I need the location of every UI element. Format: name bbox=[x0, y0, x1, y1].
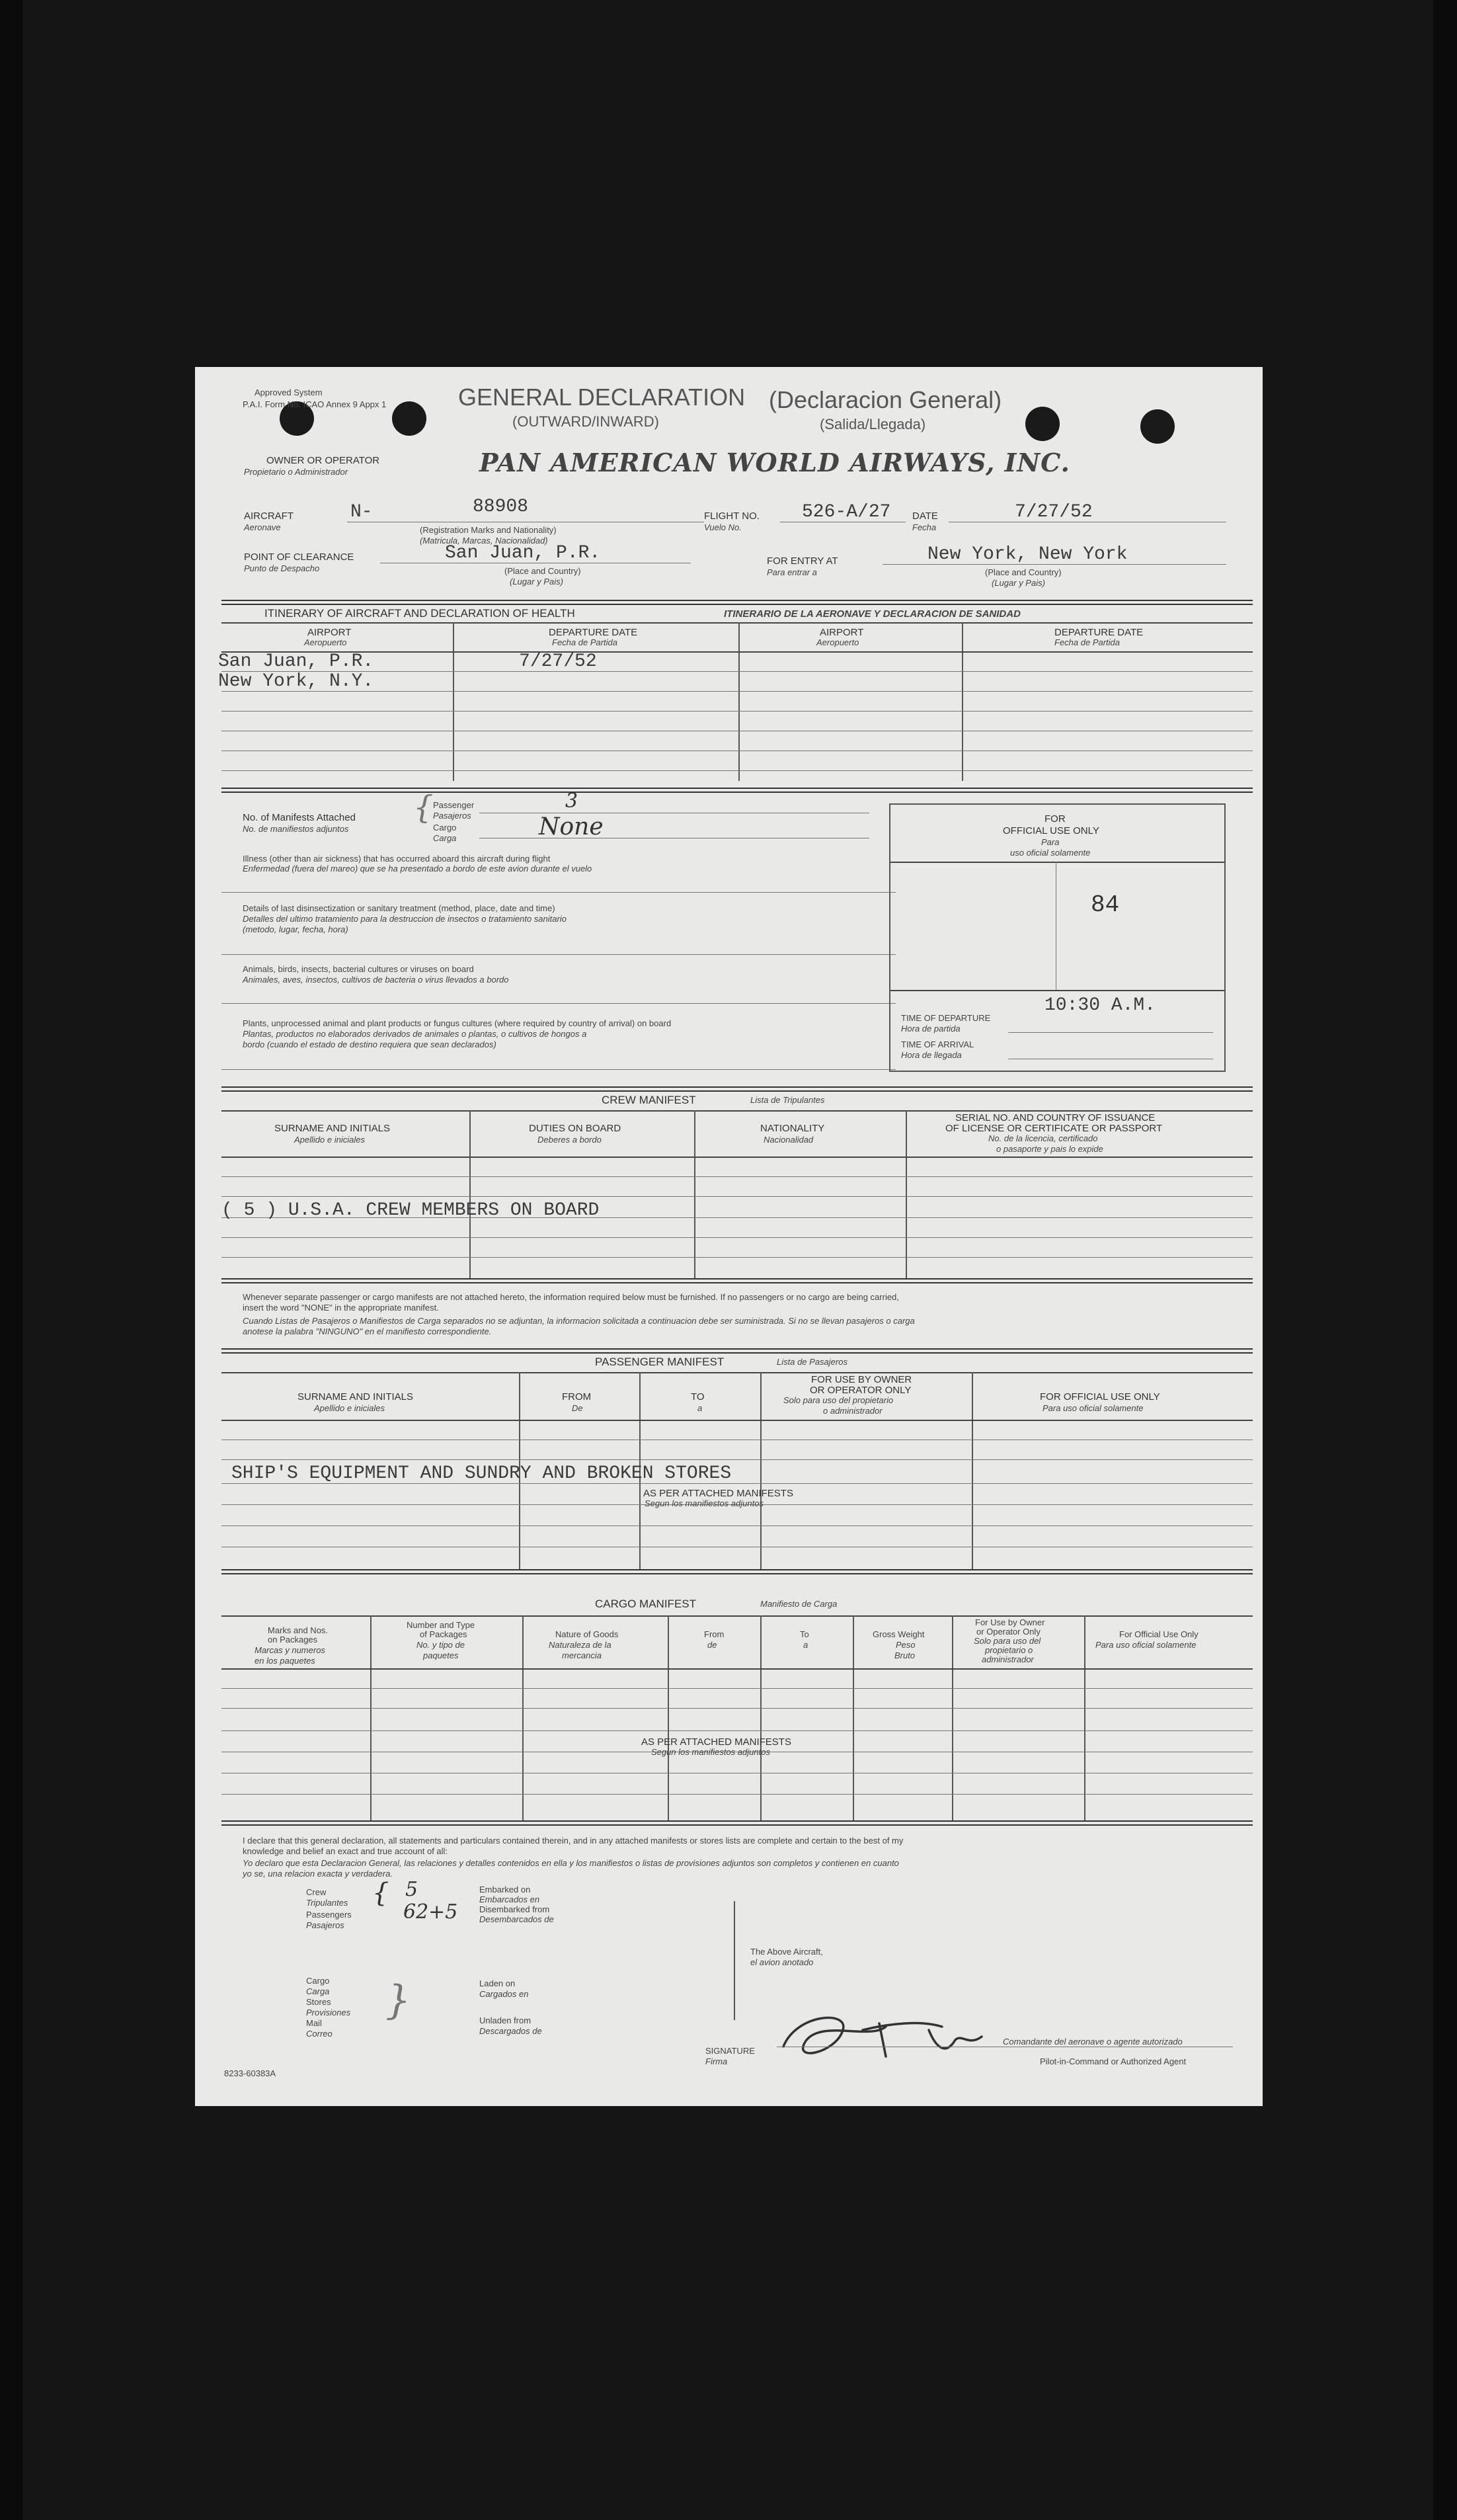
manifest-cargo-label-es: Carga bbox=[433, 833, 457, 843]
cargo-attached-es: Segun los manifiestos adjuntos bbox=[651, 1747, 770, 1757]
manifest-cargo-label: Cargo bbox=[433, 823, 457, 833]
cargo-col-owner-es: Solo para uso del bbox=[974, 1636, 1041, 1646]
cargo-col-marks-es: Marcas y numeros bbox=[255, 1645, 325, 1655]
pax-col-surname: SURNAME AND INITIALS bbox=[297, 1391, 414, 1402]
entry-caption-es: (Lugar y Pais) bbox=[992, 578, 1045, 588]
clearance-caption: (Place and Country) bbox=[504, 566, 581, 576]
aircraft-caption: (Registration Marks and Nationality) bbox=[420, 525, 557, 535]
cargo-col-number-2: of Packages bbox=[420, 1629, 467, 1639]
decl-embarked: Embarked on bbox=[479, 1885, 531, 1894]
decl-cargo-2: Carga bbox=[306, 1986, 330, 1996]
notice-line-3: Cuando Listas de Pasajeros o Manifiestos de Carga separados no se adjuntan, la informacion solicitada a continuacion debe ser suministrada. Si no se llevan pasajeros o carga bbox=[243, 1316, 915, 1326]
disinsect-label-es-2: (metodo, lugar, fecha, hora) bbox=[243, 924, 348, 934]
clearance-label-es: Punto de Despacho bbox=[244, 563, 320, 573]
itin-col-airport-2-es: Aeropuerto bbox=[816, 637, 859, 647]
decl-crew-label: Crew bbox=[306, 1887, 327, 1897]
official-title: FOR bbox=[1044, 813, 1066, 825]
decl-pax-value: 62+5 bbox=[403, 1900, 458, 1924]
date-label: DATE bbox=[912, 510, 938, 522]
itin-col-departure-es: Fecha de Partida bbox=[552, 637, 618, 647]
itin-col-airport: AIRPORT bbox=[307, 627, 352, 638]
clearance-value: San Juan, P.R. bbox=[445, 543, 601, 563]
cargo-col-to-es: a bbox=[803, 1640, 808, 1650]
pax-attached-es: Segun los manifiestos adjuntos bbox=[645, 1498, 764, 1508]
approved-label: Approved System bbox=[255, 387, 323, 397]
pax-col-to: TO bbox=[691, 1391, 705, 1402]
disinsect-label: Details of last disinsectization or sanitary treatment (method, place, date and time) bbox=[243, 903, 555, 913]
cargo-col-weight-es-2: Bruto bbox=[894, 1650, 916, 1660]
pax-col-surname-es: Apellido e iniciales bbox=[314, 1403, 385, 1413]
manifest-passenger-label-es: Pasajeros bbox=[433, 811, 471, 821]
manifest-passenger-label: Passenger bbox=[433, 800, 475, 810]
crew-title: CREW MANIFEST bbox=[602, 1094, 696, 1106]
cargo-col-weight-es: Peso bbox=[896, 1640, 916, 1650]
cargo-attached: AS PER ATTACHED MANIFESTS bbox=[641, 1736, 791, 1748]
aircraft-label: AIRCRAFT bbox=[244, 510, 294, 522]
departure-label-es: Hora de partida bbox=[901, 1024, 961, 1034]
plants-label: Plants, unprocessed animal and plant products or fungus cultures (where required by country of arrival) on board bbox=[243, 1018, 672, 1028]
itinerary-title-es: ITINERARIO DE LA AERONAVE Y DECLARACION DE SANIDAD bbox=[724, 608, 1021, 620]
crew-col-serial-2: OF LICENSE OR CERTIFICATE OR PASSPORT bbox=[945, 1123, 1163, 1134]
notice-line-1: Whenever separate passenger or cargo manifests are not attached hereto, the information required below must be furnished. If no passengers or no cargo are being carried, bbox=[243, 1292, 899, 1302]
notice-line-4: anotese la palabra "NINGUNO" en el manifiesto correspondiente. bbox=[243, 1326, 492, 1336]
official-number: 84 bbox=[1091, 891, 1120, 918]
passenger-title-es: Lista de Pasajeros bbox=[777, 1357, 847, 1367]
cargo-col-official-es: Para uso oficial solamente bbox=[1095, 1640, 1197, 1650]
crew-entry: ( 5 ) U.S.A. CREW MEMBERS ON BOARD bbox=[221, 1200, 600, 1221]
crew-col-serial-es-2: o pasaporte y pais lo expide bbox=[996, 1144, 1103, 1154]
signature-label-es: Firma bbox=[705, 2056, 728, 2066]
decl-above: The Above Aircraft, bbox=[750, 1947, 823, 1957]
declaration-line-1: I declare that this general declaration, all statements and particulars contained therein, and in any attached manifests or stores lists are complete and certain to the best of my bbox=[243, 1836, 904, 1846]
punch-hole bbox=[392, 401, 426, 436]
decl-laden-es: Cargados en bbox=[479, 1989, 529, 1999]
crew-title-es: Lista de Tripulantes bbox=[750, 1095, 825, 1105]
pax-col-from: FROM bbox=[562, 1391, 592, 1402]
decl-cargo-5: Mail bbox=[306, 2018, 322, 2028]
cargo-col-number-es: No. y tipo de bbox=[416, 1640, 465, 1650]
flight-date: 7/27/52 bbox=[1015, 502, 1093, 522]
flight-label-es: Vuelo No. bbox=[704, 522, 742, 532]
pax-col-official-es: Para uso oficial solamente bbox=[1043, 1403, 1144, 1413]
flight-number: 526-A/27 bbox=[802, 502, 891, 522]
decl-cargo-1: Cargo bbox=[306, 1976, 330, 1986]
clearance-label: POINT OF CLEARANCE bbox=[244, 551, 354, 563]
plants-label-es-2: bordo (cuando el estado de destino requiera que sean declarados) bbox=[243, 1039, 496, 1049]
commander-es: Comandante del aeronave o agente autorizado bbox=[1003, 2037, 1183, 2047]
entry-label-es: Para entrar a bbox=[767, 567, 817, 577]
punch-hole bbox=[1025, 407, 1060, 441]
owner-label-es: Propietario o Administrador bbox=[244, 467, 348, 477]
cargo-title: CARGO MANIFEST bbox=[595, 1598, 697, 1610]
commander: Pilot-in-Command or Authorized Agent bbox=[1040, 2056, 1187, 2066]
form-title-sub: (OUTWARD/INWARD) bbox=[512, 413, 659, 430]
manifests-label: No. of Manifests Attached bbox=[243, 812, 356, 823]
manifest-passenger-value: 3 bbox=[565, 790, 578, 813]
signature-label: SIGNATURE bbox=[705, 2046, 755, 2056]
crew-col-surname-es: Apellido e iniciales bbox=[294, 1135, 365, 1145]
cargo-col-marks-es-2: en los paquetes bbox=[255, 1656, 315, 1666]
crew-col-surname: SURNAME AND INITIALS bbox=[274, 1123, 391, 1134]
clearance-caption-es: (Lugar y Pais) bbox=[510, 577, 563, 587]
declaration-line-3: Yo declaro que esta Declaracion General, las relaciones y detalles contenidos en ella y los manifiestos o listas de provisiones adjuntos son completos y contienen en cuanto bbox=[243, 1858, 899, 1868]
form-ref: P.A.I. Form No. ICAO Annex 9 Appx 1 bbox=[243, 399, 387, 409]
crew-col-serial: SERIAL NO. AND COUNTRY OF ISSUANCE bbox=[955, 1112, 1156, 1123]
cargo-col-nature: Nature of Goods bbox=[555, 1629, 619, 1639]
date-label-es: Fecha bbox=[912, 522, 937, 532]
crew-col-duties-es: Deberes a bordo bbox=[537, 1135, 602, 1145]
official-title-es-2: uso oficial solamente bbox=[1010, 848, 1091, 858]
cargo-col-marks-2: on Packages bbox=[268, 1635, 318, 1645]
itin-col-airport-2: AIRPORT bbox=[820, 627, 864, 638]
cargo-col-number-es-2: paquetes bbox=[423, 1650, 459, 1660]
passenger-title: PASSENGER MANIFEST bbox=[595, 1356, 725, 1368]
manifest-cargo-value: None bbox=[539, 813, 604, 840]
cargo-col-nature-es-2: mercancia bbox=[562, 1650, 602, 1660]
aircraft-label-es: Aeronave bbox=[244, 522, 281, 532]
decl-passengers-label-es: Pasajeros bbox=[306, 1920, 344, 1930]
signature-scribble bbox=[770, 2000, 995, 2073]
pax-col-to-es: a bbox=[697, 1403, 703, 1413]
owner-label: OWNER OR OPERATOR bbox=[266, 455, 380, 466]
decl-cargo-6: Correo bbox=[306, 2029, 333, 2039]
cargo-col-weight: Gross Weight bbox=[873, 1629, 925, 1639]
pax-attached: AS PER ATTACHED MANIFESTS bbox=[643, 1488, 793, 1499]
decl-crew-value: 5 bbox=[405, 1878, 418, 1901]
owner-name: PAN AMERICAN WORLD AIRWAYS, INC. bbox=[479, 448, 1070, 477]
itin-row-2-airport: New York, N.Y. bbox=[218, 671, 374, 692]
crew-col-nationality-es: Nacionalidad bbox=[764, 1135, 814, 1145]
declaration-line-2: knowledge and belief an exact and true account of all: bbox=[243, 1846, 448, 1856]
official-title-es: Para bbox=[1041, 837, 1060, 847]
official-title-2: OFFICIAL USE ONLY bbox=[1003, 825, 1099, 836]
crew-col-nationality: NATIONALITY bbox=[760, 1123, 825, 1134]
itin-col-departure-2: DEPARTURE DATE bbox=[1054, 627, 1144, 638]
decl-cargo-4: Provisiones bbox=[306, 2008, 351, 2017]
arrival-label-es: Hora de llegada bbox=[901, 1050, 962, 1060]
flight-label: FLIGHT NO. bbox=[704, 510, 760, 522]
departure-label: TIME OF DEPARTURE bbox=[901, 1013, 991, 1023]
cargo-col-owner-es-2: propietario o bbox=[985, 1645, 1033, 1655]
pax-col-owner-2: OR OPERATOR ONLY bbox=[810, 1385, 912, 1396]
entry-value: New York, New York bbox=[927, 544, 1128, 565]
aircraft-prefix: N- bbox=[350, 502, 373, 522]
pax-col-owner: FOR USE BY OWNER bbox=[811, 1374, 912, 1385]
entry-caption: (Place and Country) bbox=[985, 567, 1062, 577]
cargo-col-from-es: de bbox=[707, 1640, 717, 1650]
decl-unladen: Unladen from bbox=[479, 2015, 532, 2025]
departure-time: 10:30 A.M. bbox=[1044, 995, 1156, 1016]
itin-row-1-date: 7/27/52 bbox=[519, 651, 597, 672]
illness-label: Illness (other than air sickness) that has occurred aboard this aircraft during flight bbox=[243, 854, 551, 864]
cargo-col-marks: Marks and Nos. bbox=[268, 1625, 329, 1635]
decl-cargo-3: Stores bbox=[306, 1997, 331, 2007]
aircraft-caption-es: (Matricula, Marcas, Nacionalidad) bbox=[420, 536, 548, 546]
pax-entry: SHIP'S EQUIPMENT AND SUNDRY AND BROKEN STORES bbox=[231, 1463, 732, 1484]
decl-above-es: el avion anotado bbox=[750, 1957, 814, 1967]
decl-crew-label-es: Tripulantes bbox=[306, 1898, 348, 1908]
pax-col-owner-es: Solo para uso del propietario bbox=[783, 1395, 894, 1405]
decl-disembarked: Disembarked from bbox=[479, 1904, 550, 1914]
pax-col-owner-es-2: o administrador bbox=[823, 1406, 883, 1416]
cargo-title-es: Manifiesto de Carga bbox=[760, 1599, 838, 1609]
itin-row-1-airport: San Juan, P.R. bbox=[218, 651, 374, 672]
form-title: GENERAL DECLARATION bbox=[458, 384, 746, 411]
notice-line-2: insert the word "NONE" in the appropriate manifest. bbox=[243, 1303, 439, 1313]
disinsect-label-es: Detalles del ultimo tratamiento para la destruccion de insectos o tratamiento sanitario bbox=[243, 914, 567, 924]
pax-col-official: FOR OFFICIAL USE ONLY bbox=[1040, 1391, 1160, 1402]
decl-disembarked-es: Desembarcados de bbox=[479, 1914, 554, 1924]
general-declaration-form: Approved System P.A.I. Form No. ICAO Annex 9 Appx 1 GENERAL DECLARATION (OUTWARD/INWARD) (Declaracion General) (Salida/Llegada) OWNER OR OPERATOR Propietario o Administrador PAN AMERICAN WORLD AIRWAYS, INC. AIRCRAFT Aeronave N- 88908 (Registration Marks and Nationality) (Matricula, Marcas, Nacionalidad) FLIGHT NO. Vuelo No. 526-A/27 DATE Fecha 7/27/52 POINT OF CLEARANCE Punto de Despacho San Juan, P.R. (Place and Country) (Lugar y Pais) FOR ENTRY AT Para entrar a New York, New York (Place and Country) (Lugar y Pais) ITINERARY OF AIRCRAFT AND DECLARATION OF HEALTH ITINERARIO DE LA AERONAVE Y DECLARACION DE SANIDAD AIRPORT Aeropuerto DEPARTURE DATE Fecha de Partida AIRPORT Aeropuerto DEPARTURE DATE Fecha de Partida San Juan, P.R. 7/27/52 New York, N.Y. No. of Manifests Attached No. de manifiestos adjuntos { Passenger Pasajeros Cargo Carga 3 None Illness (other than air sickness) that has occurred aboard this aircraft during flight Enfermedad (fuera del mareo) que se ha presentado a bordo de este avion durante el vuelo Details of last disinsectization or sanitary treatment (method, place, date and time) Detalles del ultimo tratamiento para la destruccion de insectos o tratamiento sanitario (metodo, lugar, fecha, hora) Animals, birds, insects, bacterial cultures or viruses on board Animales, aves, insectos, cultivos de bacteria o virus llevados a bordo Plants, unprocessed animal and plant products or fungus cultures (where required by country of arrival) on board Plantas, productos no elaborados derivados de animales o plantas, o cultivos de hongos a bordo (cuando el estado de destino requiera que sean declarados) FOR OFFICIAL USE ONLY Para uso oficial solamente 84 10:30 A.M. TIME OF DEPARTURE Hora de partida TIME OF ARRIVAL Hora de llegada CREW MANIFEST Lista de Tripulantes SURNAME AND INITIALS Apellido e iniciales DUTIES ON BOARD Deberes a bordo NATIONALITY Nacionalidad SERIAL NO. AND COUNTRY OF ISSUANCE OF LICENSE OR CERTIFICATE OR PASSPORT No. de la licencia, certificado o pasaporte y pais lo expide ( 5 ) U.S.A. CREW MEMBERS ON BOARD Whenever separate passenger or cargo manifests are not attached hereto, the information required below must be furnished. If no passengers or no cargo are being carried, insert the word "NONE" in the appropriate manifest. Cuando Listas de Pasajeros o Manifiestos de Carga separados no se adjuntan, la informacion solicitada a continuacion debe ser suministrada. Si no se llevan pasajeros o carga anotese la palabra "NINGUNO" en el manifiesto correspondiente. PASSENGER MANIFEST Lista de Pasajeros SURNAME AND INITIALS Apellido e iniciales FROM De TO a FOR USE BY OWNER OR OPERATOR ONLY Solo para uso del propietario o administrador FOR OFFICIAL USE ONLY Para uso oficial solamente SHIP'S EQUIPMENT AND SUNDRY AND BROKEN STORES AS PER ATTACHED MANIFESTS Segun los manifiestos adjuntos CARGO MANIFEST Manifiesto de Carga Marks and Nos. on Packages Marcas y numeros en los paquetes Number and Type of Packages No. y tipo de paquetes Nature of Goods Naturaleza de la mercancia From de To a Gross Weight Peso Bruto For Use by Owner or Operator Only Solo para uso del propietario o administrador For Official Use Only Para uso oficial solamente AS PER ATTACHED MANIFESTS Segun los manifiestos adjuntos I declare that this general declaration, all statements and particulars contained therein, and in any attached manifests or stores lists are complete and certain to the best of my knowledge and belief an exact and true account of all: Yo declaro que esta Declaracion General, las relaciones y detalles contenidos en ella y los manifiestos o listas de provisiones adjuntos son completos y contienen en cuanto yo se, una relacion exacta y verdadera. Crew Tripulantes Passengers Pasajeros { 5 62+5 Embarked on Embarcados en Disembarked from Desembarcados de Cargo Carga Stores Provisiones Mail Correo } Laden on Cargados en Unladen from Descargados de The Above Aircraft, el avion anotado SIGNATURE Firma Comandante del aeronave o agente autorizado Pilot-in-Command or Authorized Agent 8233-60383A bbox=[195, 367, 1263, 2106]
itinerary-title: ITINERARY OF AIRCRAFT AND DECLARATION OF HEALTH bbox=[264, 607, 575, 620]
cargo-col-official: For Official Use Only bbox=[1119, 1629, 1199, 1639]
cargo-col-from: From bbox=[704, 1629, 725, 1639]
cargo-col-owner-es-3: administrador bbox=[982, 1654, 1034, 1664]
illness-label-es: Enfermedad (fuera del mareo) que se ha presentado a bordo de este avion durante el vuelo bbox=[243, 864, 592, 874]
form-title-es-sub: (Salida/Llegada) bbox=[820, 416, 926, 432]
form-title-es: (Declaracion General) bbox=[769, 386, 1002, 413]
form-number: 8233-60383A bbox=[224, 2068, 276, 2078]
declaration-line-4: yo se, una relacion exacta y verdadera. bbox=[243, 1869, 393, 1879]
crew-col-duties: DUTIES ON BOARD bbox=[529, 1123, 621, 1134]
itin-col-airport-es: Aeropuerto bbox=[304, 637, 347, 647]
decl-passengers-label: Passengers bbox=[306, 1910, 352, 1920]
cargo-col-number: Number and Type bbox=[407, 1620, 475, 1630]
pax-col-from-es: De bbox=[572, 1403, 583, 1413]
aircraft-number: 88908 bbox=[473, 497, 529, 517]
decl-laden: Laden on bbox=[479, 1978, 516, 1988]
entry-label: FOR ENTRY AT bbox=[767, 555, 838, 567]
itin-col-departure: DEPARTURE DATE bbox=[549, 627, 638, 638]
animals-label: Animals, birds, insects, bacterial cultures or viruses on board bbox=[243, 964, 474, 974]
cargo-col-owner: For Use by Owner bbox=[975, 1617, 1045, 1627]
decl-embarked-es: Embarcados en bbox=[479, 1894, 540, 1904]
plants-label-es: Plantas, productos no elaborados derivados de animales o plantas, o cultivos de hongos a bbox=[243, 1029, 587, 1039]
cargo-col-nature-es: Naturaleza de la bbox=[549, 1640, 611, 1650]
decl-unladen-es: Descargados de bbox=[479, 2026, 542, 2036]
arrival-label: TIME OF ARRIVAL bbox=[901, 1039, 974, 1049]
itin-col-departure-2-es: Fecha de Partida bbox=[1054, 637, 1121, 647]
crew-col-serial-es: No. de la licencia, certificado bbox=[988, 1133, 1098, 1143]
animals-label-es: Animales, aves, insectos, cultivos de bacteria o virus llevados a bordo bbox=[243, 975, 509, 985]
manifests-label-es: No. de manifiestos adjuntos bbox=[243, 824, 349, 834]
punch-hole bbox=[1140, 409, 1175, 444]
cargo-col-owner-2: or Operator Only bbox=[976, 1627, 1041, 1637]
cargo-col-to: To bbox=[800, 1629, 809, 1639]
